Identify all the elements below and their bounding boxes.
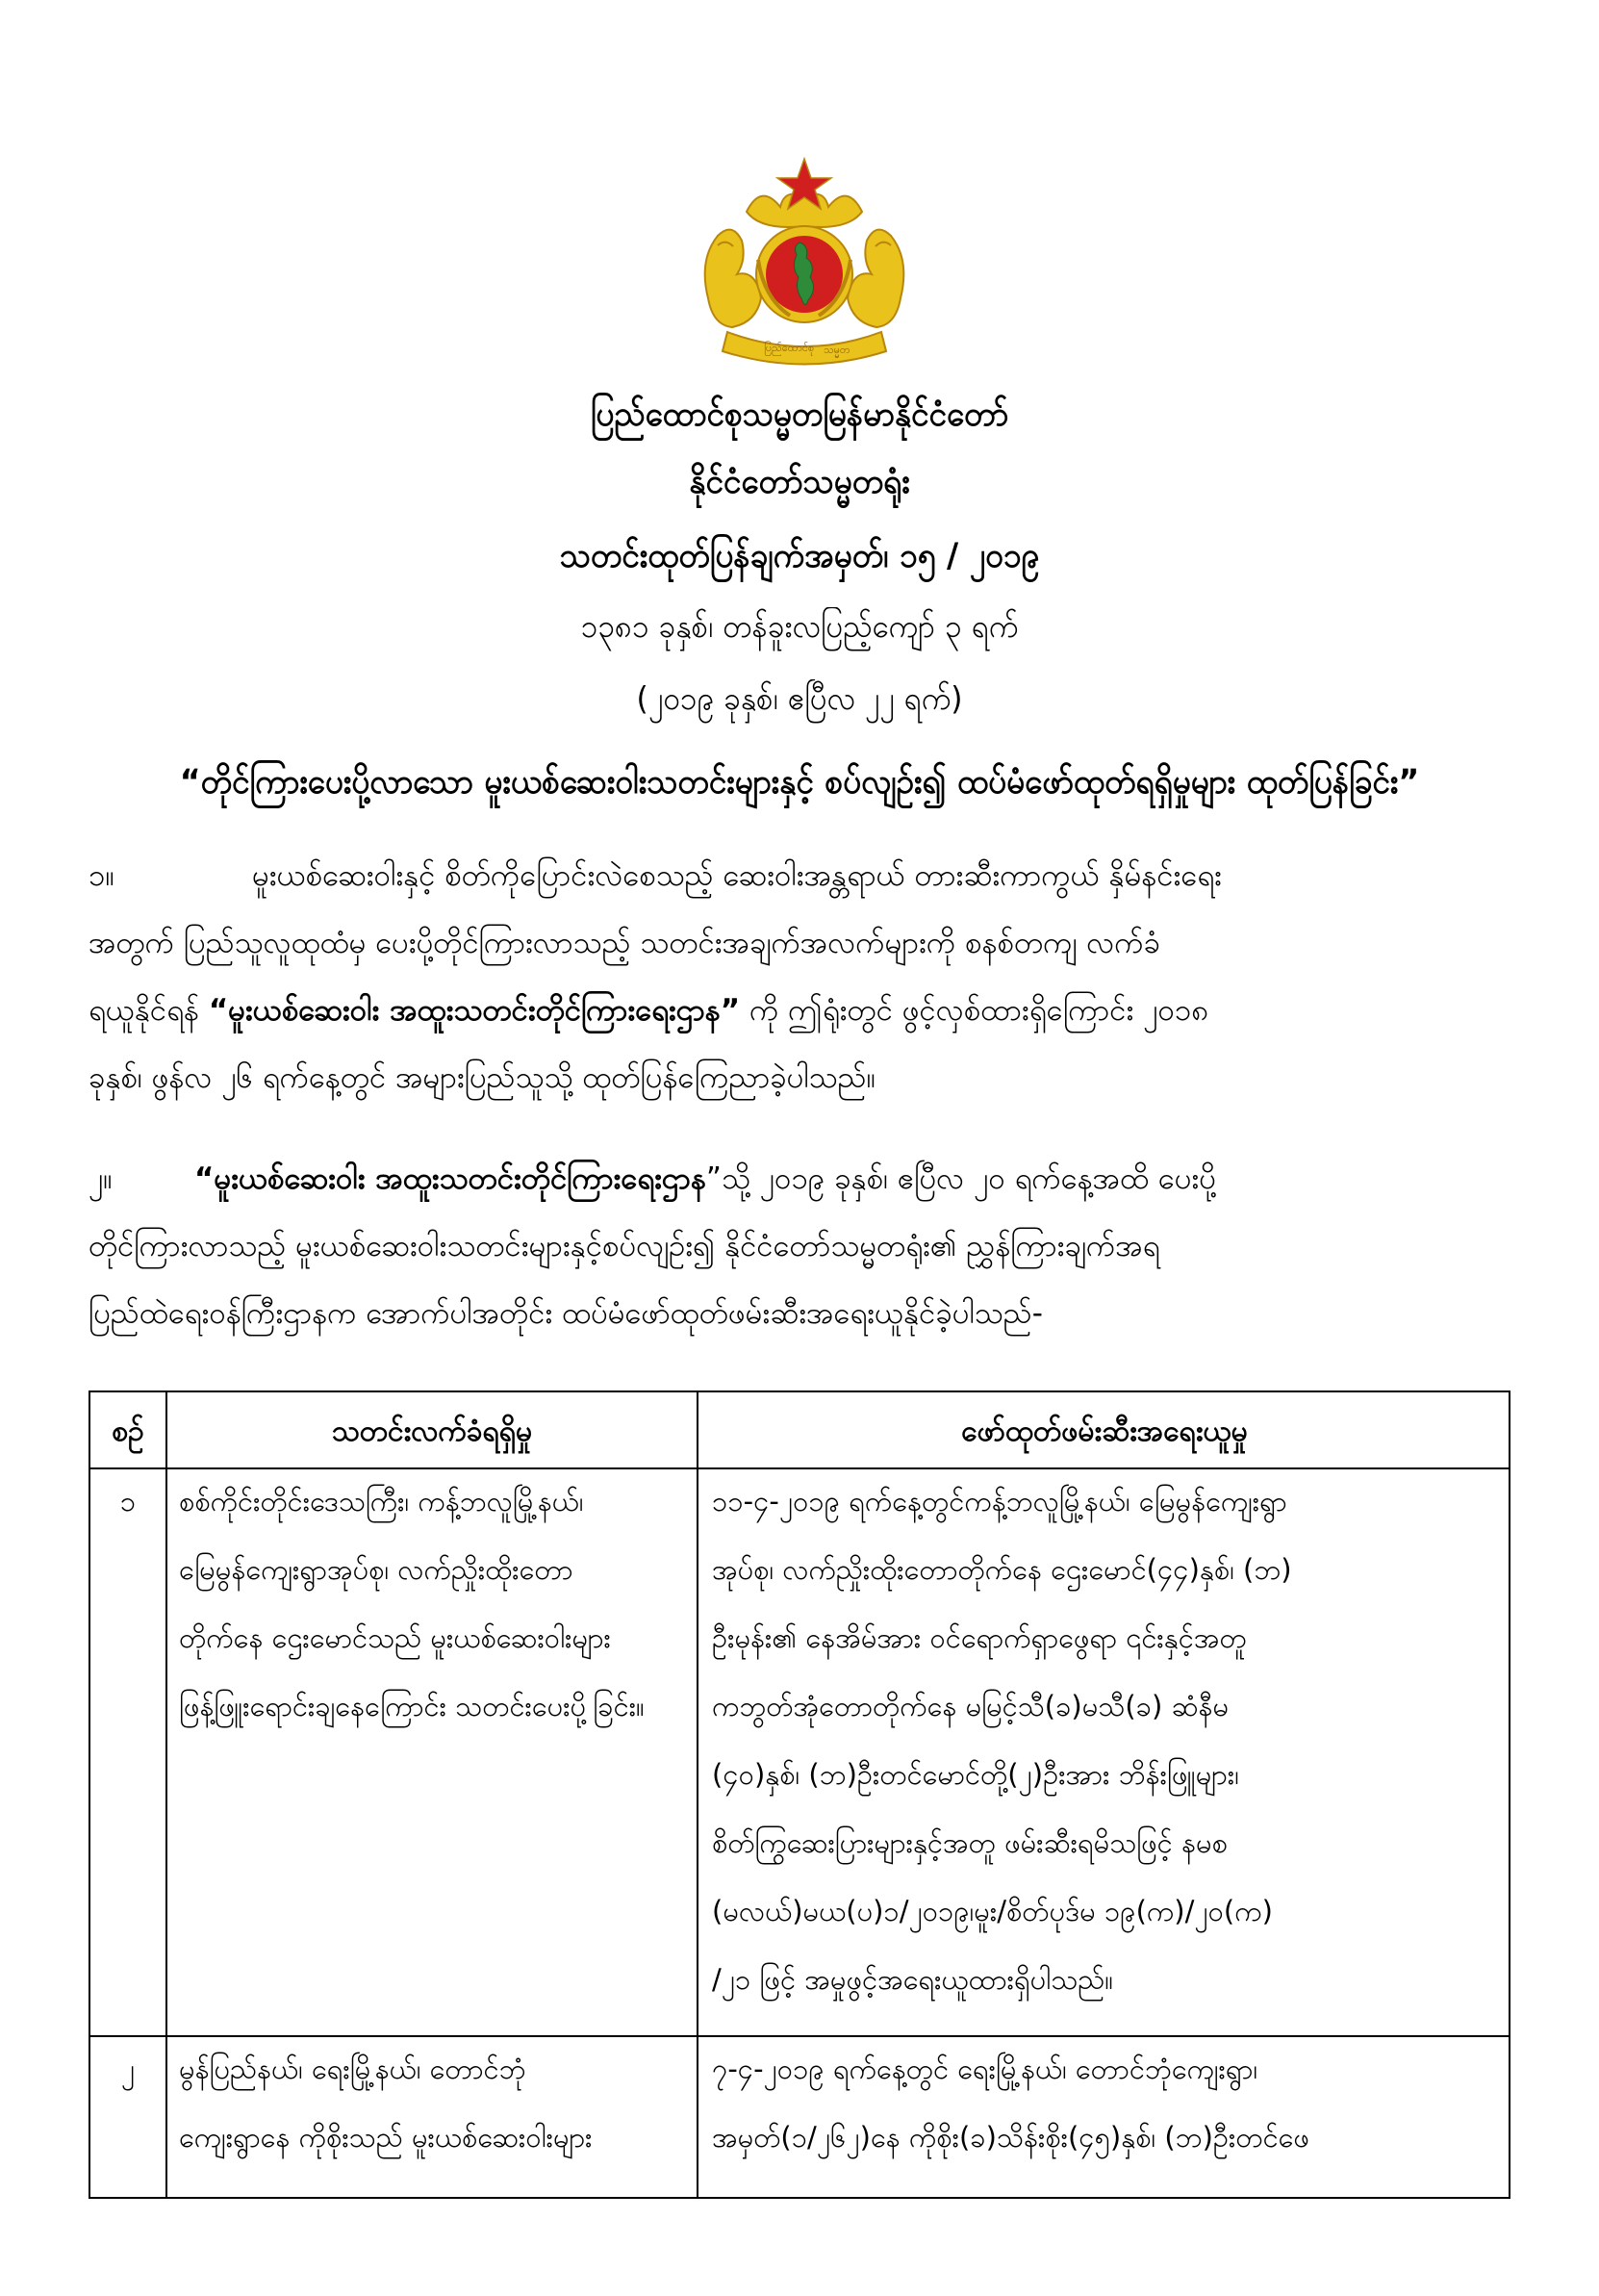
release-title: “တိုင်ကြားပေးပို့လာသော မူးယစ်ဆေးဝါးသတင်းများနှင့် စပ်လျဉ်း၍ ထပ်မံဖော်ထုတ်ရရှိမှုများ ထုတ်ပြန်ခြင်း” (179, 763, 1420, 802)
row-action-line: ဦးမုန်း၏ နေအိမ်အား ဝင်ရောက်ရှာဖွေရာ ၎င်းနှင့်အတူ (712, 1621, 1247, 1654)
header-received: သတင်းလက်ခံရရှိမှု (331, 1415, 533, 1448)
row-received-line: ဖြန့်ဖြူးရောင်းချနေကြောင်း သတင်းပေးပို့ခြင်း။ (179, 1690, 645, 1722)
header-action: ဖော်ထုတ်ဖမ်းဆီးအရေးယူမှု (961, 1415, 1248, 1448)
paragraph-1 (89, 856, 1532, 1145)
column-divider (697, 1392, 698, 2197)
row-action-line: ၁၁-၄-၂၀၁၉ ရက်နေ့တွင်ကန့်ဘလူမြို့နယ်၊ မြေမွန်ကျေးရွာ (712, 1485, 1287, 1518)
paragraph-line: ပြည်ထဲရေးဝန်ကြီးဌာနက အောက်ပါအတိုင်း ထပ်မံဖော်ထုတ်ဖမ်းဆီးအရေးယူနိုင်ခဲ့ပါသည်- (89, 1296, 1043, 1331)
actions-table (89, 1390, 1510, 2199)
paragraph-text: ရယူနိုင်ရန် (89, 993, 199, 1028)
paragraph-line: မူးယစ်ဆေးဝါးနှင့် စိတ်ကိုပြောင်းလဲစေသည့် ဆေးဝါးအန္တရာယ် တားဆီးကာကွယ် နှိမ်နင်းရေး (252, 858, 1222, 893)
header-serial: စဉ် (112, 1415, 144, 1448)
row-received-line: မြေမွန်ကျေးရွာအုပ်စု၊ လက်ညှိုးထိုးတော (179, 1553, 573, 1586)
country-name: ပြည်ထောင်စုသမ္မတမြန်မာနိုင်ငံတော် (590, 395, 1009, 434)
row-action-line: /၂၁ ဖြင့် အမှုဖွင့်အရေးယူထားရှိပါသည်။ (712, 1963, 1114, 1996)
row-action-line: ကဘွတ်အုံတောတိုက်နေ မမြင့်သီ(ခ)မသီ(ခ) ဆံနီမ (712, 1690, 1230, 1722)
row-action-line: (မလယ်)မယ(ပ)၁/၂၀၁၉၊မူး/စိတ်ပုဒ်မ ၁၉(က)/၂၀(က) (712, 1895, 1273, 1927)
row-received-line: စစ်ကိုင်းတိုင်းဒေသကြီး၊ ကန့်ဘလူမြို့နယ်၊ (179, 1485, 584, 1518)
row-divider (90, 2035, 1509, 2037)
row-serial: ၂ (120, 2053, 136, 2085)
row-action-line: စိတ်ကြွဆေးပြားများနှင့်အတူ ဖမ်းဆီးရမိသဖြင့် နမစ (712, 1826, 1228, 1859)
release-number: သတင်းထုတ်ပြန်ချက်အမှတ်၊ ၁၅ / ၂၀၁၉ (559, 537, 1040, 575)
paragraph-line (89, 991, 1208, 1035)
row-action-line: အုပ်စု၊ လက်ညှိုးထိုးတောတိုက်နေ ဌေးမောင်(၄၄)နှစ်၊ (ဘ) (712, 1553, 1292, 1586)
emblem-banner-right: သမ္မတ (824, 344, 850, 356)
highlighted-dept-name: “မူးယစ်ဆေးဝါး အထူးသတင်းတိုင်ကြားရေးဌာန (194, 1161, 706, 1196)
office-name: နိုင်ငံတော်သမ္မတရုံး (689, 463, 910, 501)
row-action-line: (၄၀)နှစ်၊ (ဘ)ဦးတင်မောင်တို့(၂)ဦးအား ဘိန်းဖြူများ၊ (712, 1758, 1239, 1791)
paragraph-text: ”သို့ ၂၀၁၉ ခုနှစ်၊ ဧပြီလ ၂၀ ရက်နေ့အထိ ပေးပို့ (705, 1161, 1216, 1196)
paragraph-text: ကို ဤရုံးတွင် ဖွင့်လှစ်ထားရှိကြောင်း ၂၀၁၈ (749, 993, 1209, 1028)
paragraph-number: ၂။ (89, 1161, 113, 1196)
paragraph-number: ၁။ (89, 858, 114, 893)
row-received-line: တိုက်နေ ဌေးမောင်သည် မူးယစ်ဆေးဝါးများ (179, 1621, 611, 1654)
highlighted-dept-name: “မူးယစ်ဆေးဝါး အထူးသတင်းတိုင်ကြားရေးဌာန” (208, 993, 741, 1028)
row-action-line: ၇-၄-၂၀၁၉ ရက်နေ့တွင် ရေးမြို့နယ်၊ တောင်ဘုံကျေးရွာ၊ (712, 2053, 1258, 2085)
state-emblem (689, 154, 920, 370)
row-action-line: အမှတ်(၁/၂၆၂)နေ ကိုစိုး(ခ)သိန်းစိုး(၄၅)နှစ်၊ (ဘ)ဦးတင်ဖေ (712, 2121, 1309, 2154)
paragraph-line (194, 1160, 1216, 1204)
row-received-line: မွန်ပြည်နယ်၊ ရေးမြို့နယ်၊ တောင်ဘုံ (179, 2053, 526, 2085)
myanmar-date: ၁၃၈၁ ခုနှစ်၊ တန်ခူးလပြည့်ကျော် ၃ ရက် (580, 607, 1019, 645)
emblem-banner-left: ပြည်ထောင်စု (764, 342, 815, 354)
paragraph-line: ခုနှစ်၊ ဖွန်လ ၂၆ ရက်နေ့တွင် အများပြည်သူသို့ ထုတ်ပြန်ကြေညာခဲ့ပါသည်။ (89, 1060, 876, 1095)
row-received-line: ကျေးရွာနေ ကိုစိုးသည် မူးယစ်ဆေးဝါးများ (179, 2121, 593, 2154)
header-divider (90, 1467, 1509, 1469)
gregorian-date: (၂၀၁၉ ခုနှစ်၊ ဧပြီလ ၂၂ ရက်) (636, 679, 963, 717)
paragraph-line: အတွက် ပြည်သူလူထုထံမှ ပေးပို့တိုင်ကြားလာသည့် သတင်းအချက်အလက်များကို စနစ်တကျ လက်ခံ (89, 926, 1161, 960)
paragraph-line: တိုင်ကြားလာသည့် မူးယစ်ဆေးဝါးသတင်းများနှင့်စပ်လျဉ်း၍ နိုင်ငံတော်သမ္မတရုံး၏ ညွှန်ကြားချက်အရ (89, 1229, 1160, 1263)
paragraph-2 (89, 1160, 1532, 1381)
row-serial: ၁ (119, 1485, 137, 1518)
column-divider (165, 1392, 167, 2197)
